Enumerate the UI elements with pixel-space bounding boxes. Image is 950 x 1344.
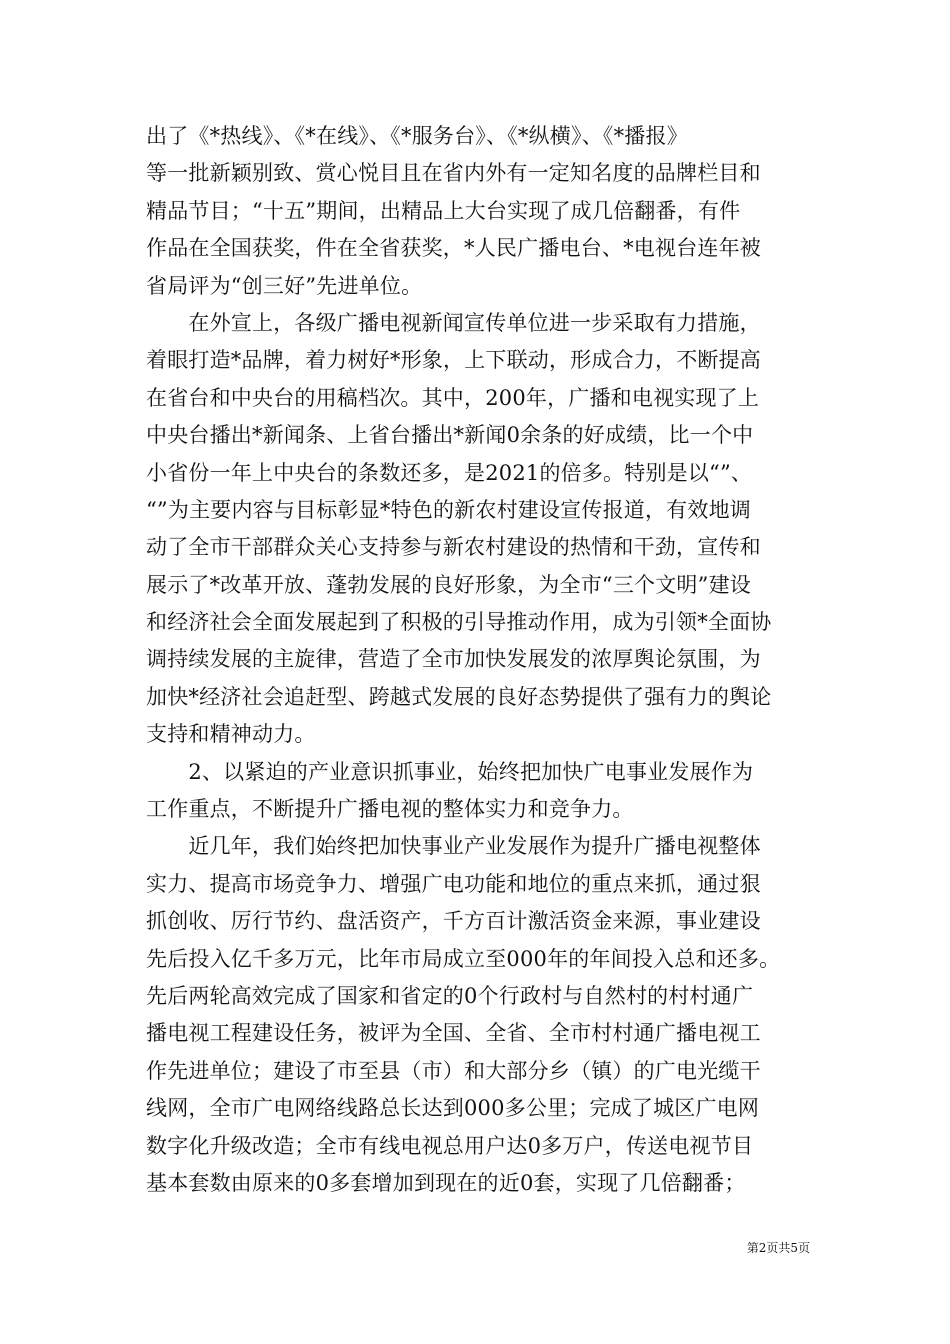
text-line: 着眼打造*品牌，着力树好*形象，上下联动，形成合力，不断提高 [146, 348, 761, 373]
text-line: 工作重点，不断提升广播电视的整体实力和竞争力。 [146, 797, 634, 822]
text-line: 在外宣上，各级广播电视新闻宣传单位进一步采取有力措施， [146, 310, 761, 335]
text-line: 在省台和中央台的用稿档次。其中，200年，广播和电视实现了上 [146, 385, 760, 410]
text-line: 基本套数由原来的0多套增加到现在的近0套，实现了几倍翻番； [146, 1170, 746, 1195]
body-text [146, 118, 826, 1202]
text-line: 实力、提高市场竞争力、增强广电功能和地位的重点来抓，通过狠 [146, 871, 761, 896]
text-line: 先后投入亿千多万元，比年市局成立至000年的年间投入总和还多。 [146, 946, 781, 971]
text-line: 加快*经济社会追赶型、跨越式发展的良好态势提供了强有力的舆论 [146, 684, 772, 709]
text-line: 支持和精神动力。 [146, 722, 316, 747]
text-line: 作品在全国获奖，件在全省获奖，*人民广播电台、*电视台连年被 [146, 236, 761, 261]
text-line: 作先进单位；建设了市至县（市）和大部分乡（镇）的广电光缆干 [146, 1058, 761, 1083]
text-line: 调持续发展的主旋律，营造了全市加快发展发的浓厚舆论氛围，为 [146, 647, 761, 672]
text-line: 省局评为“创三好”先进单位。 [146, 273, 423, 298]
text-line: 播电视工程建设任务，被评为全国、全省、全市村村通广播电视工 [146, 1021, 761, 1046]
text-line: 抓创收、厉行节约、盘活资产，千方百计激活资金来源，事业建设 [146, 909, 761, 934]
text-line: 线网，全市广电网络线路总长达到000多公里；完成了城区广电网 [146, 1096, 760, 1121]
page-number: 第2页共5页 [746, 1241, 810, 1255]
text-line: 展示了*改革开放、蓬勃发展的良好形象，为全市“三个文明”建设 [146, 572, 751, 597]
text-line: 动了全市干部群众关心支持参与新农村建设的热情和干劲，宣传和 [146, 535, 761, 560]
text-line: 精品节目；“十五”期间，出精品上大台实现了成几倍翻番，有件 [146, 198, 741, 223]
text-line: 2、以紧迫的产业意识抓事业，始终把加快广电事业发展作为 [146, 759, 754, 784]
text-line: 出了《*热线》、《*在线》、《*服务台》、《*纵横》、《*播报》 [146, 124, 688, 148]
text-line: 数字化升级改造；全市有线电视总用户达0多万户，传送电视节目 [146, 1133, 754, 1158]
text-line: 和经济社会全面发展起到了积极的引导推动作用，成为引领*全面协 [146, 610, 772, 635]
text-line: 中央台播出*新闻条、上省台播出*新闻0余条的好成绩，比一个中 [146, 423, 754, 448]
text-line: “”为主要内容与目标彰显*特色的新农村建设宣传报道，有效地调 [146, 497, 751, 522]
text-line: 近几年，我们始终把加快事业产业发展作为提升广播电视整体 [146, 834, 761, 859]
text-line: 先后两轮高效完成了国家和省定的0个行政村与自然村的村村通广 [146, 983, 754, 1008]
text-line: 小省份一年上中央台的条数还多，是2021的倍多。特别是以“”、 [146, 460, 753, 485]
text-line: 等一批新颖别致、赏心悦目且在省内外有一定知名度的品牌栏目和 [146, 161, 761, 186]
